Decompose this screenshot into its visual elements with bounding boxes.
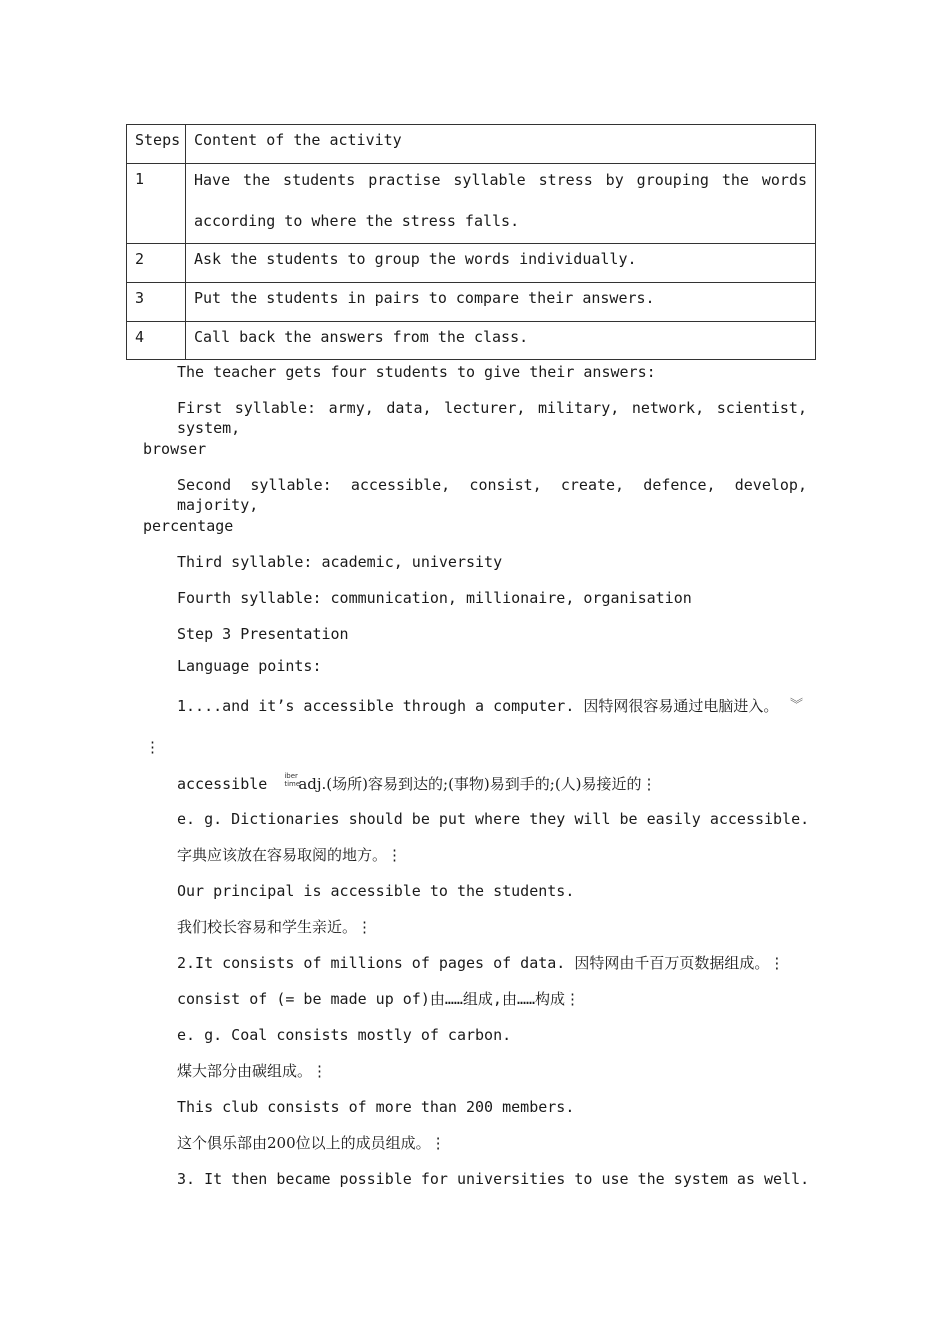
accessible-definition [177,773,807,794]
first-syllable-line: First syllable: army, data, lecturer, military, network, scientist, system, [177,399,807,437]
example-1: e. g. Dictionaries should be put where they will be easily accessible. [177,810,810,828]
step-number: 4 [127,322,186,360]
example-4-translation: 这个俱乐部由200位以上的成员组成。⋮ [177,1134,446,1152]
point-1: 1....and it’s accessible through a computer. 因特网很容易通过电脑进入。 [177,697,779,715]
step-content: Put the students in pairs to compare their answers. [186,283,816,322]
header-content: Content of the activity [186,125,816,164]
step-number: 1 [127,164,186,244]
step3-heading: Step 3 Presentation [177,625,349,643]
header-steps: Steps [127,125,186,164]
table-row [127,322,816,360]
example-3: e. g. Coal consists mostly of carbon. [177,1026,512,1044]
point-1-cont: ⋮ [145,738,160,756]
example-2-translation: 我们校长容易和学生亲近。⋮ [177,918,373,936]
second-syllable-cont: percentage [143,517,234,535]
fourth-syllable-line: Fourth syllable: communication, millionaire, organisation [177,589,692,607]
accessible-meaning: adj.(场所)容易到达的;(事物)易到手的;(人)易接近的⋮ [298,775,657,793]
phonetic-mark [276,772,301,789]
language-points-heading: Language points: [177,657,322,675]
example-3-translation: 煤大部分由碳组成。⋮ [177,1062,328,1080]
point-2: 2.It consists of millions of pages of data. 因特网由千百万页数据组成。⋮ [177,954,785,972]
consist-definition: consist of (= be made up of)由……组成,由……构成⋮ [177,990,581,1008]
first-syllable-cont: browser [143,440,207,458]
example-2: Our principal is accessible to the students. [177,882,575,900]
example-1-translation: 字典应该放在容易取阅的地方。⋮ [177,846,403,864]
point-3: 3. It then became possible for universities to use the system as well. [177,1170,810,1188]
table-row [127,244,816,283]
activity-table [126,124,816,360]
third-syllable-line: Third syllable: academic, university [177,553,503,571]
double-chevron-icon: ︾ [790,698,804,713]
intro-text: The teacher gets four students to give their answers: [177,363,656,381]
step-number: 3 [127,283,186,322]
table-header-row [127,125,816,164]
example-4: This club consists of more than 200 members. [177,1098,575,1116]
table-row [127,283,816,322]
tiny-label: iber [284,772,298,780]
accessible-word: accessible [177,775,268,793]
step-content: Have the students practise syllable stress by grouping the words according to where the stress falls. [186,164,816,244]
second-syllable-line: Second syllable: accessible, consist, create, defence, develop, majority, [177,476,807,514]
step-number: 2 [127,244,186,283]
table-row [127,164,816,244]
tiny-label: time [284,780,301,788]
step-content: Ask the students to group the words individually. [186,244,816,283]
step-content: Call back the answers from the class. [186,322,816,360]
